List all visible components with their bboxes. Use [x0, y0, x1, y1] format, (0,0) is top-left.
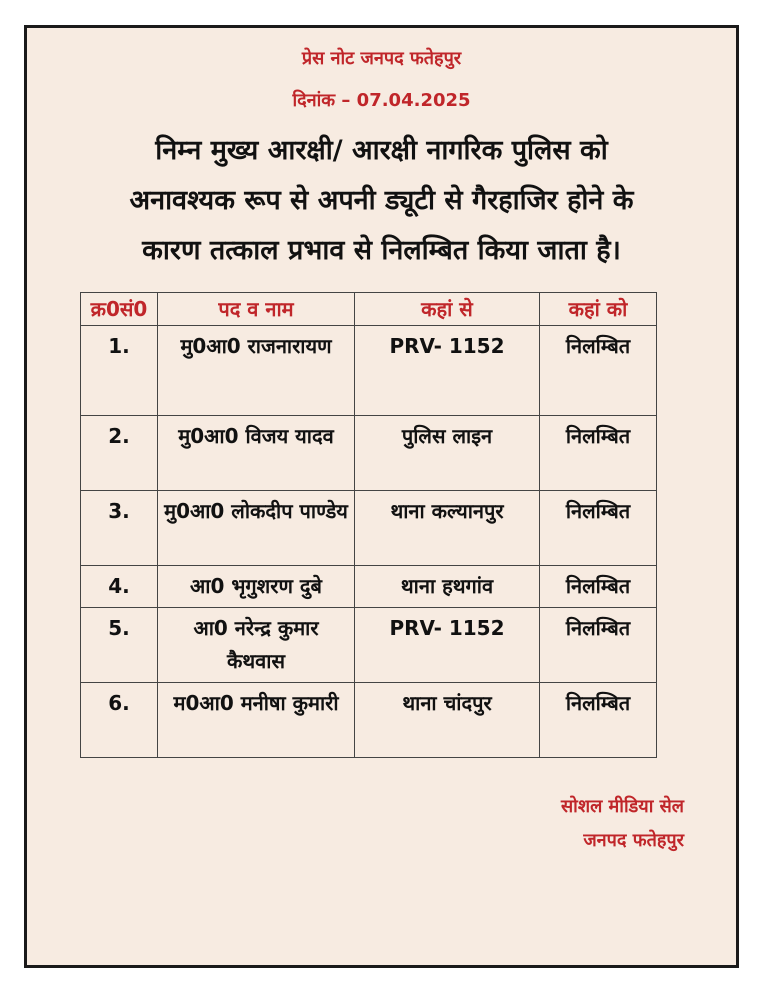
table-row: [81, 491, 657, 566]
cell-name: मु0आ0 राजनारायण: [158, 326, 355, 416]
cell-to: निलम्बित: [540, 683, 657, 758]
cell-name: आ0 भृगुशरण दुबे: [158, 566, 355, 608]
headline-line-2: अनावश्यक रूप से अपनी ड्यूटी से गैरहाजिर होने के: [129, 185, 634, 216]
cell-serial: 4.: [81, 566, 158, 608]
headline-line-1: निम्न मुख्य आरक्षी/ आरक्षी नागरिक पुलिस को: [155, 135, 608, 166]
column-header-serial: क्र0सं0: [81, 293, 158, 326]
cell-to: निलम्बित: [540, 326, 657, 416]
cell-to: निलम्बित: [540, 608, 657, 683]
cell-from: थाना हथगांव: [355, 566, 540, 608]
headline: [67, 126, 696, 276]
district-label: जनपद फतेहपुर: [583, 830, 684, 851]
cell-name: आ0 नरेन्द्र कुमार कैथवास: [158, 608, 355, 683]
cell-name: मु0आ0 विजय यादव: [158, 416, 355, 491]
cell-to: निलम्बित: [540, 491, 657, 566]
signature-block: [561, 790, 684, 858]
column-header-name: पद व नाम: [158, 293, 355, 326]
headline-line-3: कारण तत्काल प्रभाव से निलम्बित किया जाता है।: [142, 235, 621, 266]
table-row: [81, 416, 657, 491]
table-row: [81, 326, 657, 416]
suspension-table: [80, 292, 657, 758]
cell-serial: 3.: [81, 491, 158, 566]
table-row: [81, 608, 657, 683]
cell-from: थाना चांदपुर: [355, 683, 540, 758]
table-row: [81, 566, 657, 608]
cell-serial: 2.: [81, 416, 158, 491]
cell-name: मु0आ0 लोकदीप पाण्डेय: [158, 491, 355, 566]
social-media-cell-label: सोशल मीडिया सेल: [561, 796, 684, 817]
column-header-to: कहां को: [540, 293, 657, 326]
cell-from: PRV- 1152: [355, 326, 540, 416]
cell-to: निलम्बित: [540, 566, 657, 608]
press-note-title: प्रेस नोट जनपद फतेहपुर: [301, 48, 462, 69]
cell-name: म0आ0 मनीषा कुमारी: [158, 683, 355, 758]
cell-to: निलम्बित: [540, 416, 657, 491]
cell-from: थाना कल्यानपुर: [355, 491, 540, 566]
cell-from: PRV- 1152: [355, 608, 540, 683]
press-note-date: दिनांक – 07.04.2025: [292, 90, 471, 111]
cell-serial: 1.: [81, 326, 158, 416]
table-header-row: [81, 293, 657, 326]
cell-serial: 6.: [81, 683, 158, 758]
cell-serial: 5.: [81, 608, 158, 683]
column-header-from: कहां से: [355, 293, 540, 326]
cell-from: पुलिस लाइन: [355, 416, 540, 491]
table-row: [81, 683, 657, 758]
